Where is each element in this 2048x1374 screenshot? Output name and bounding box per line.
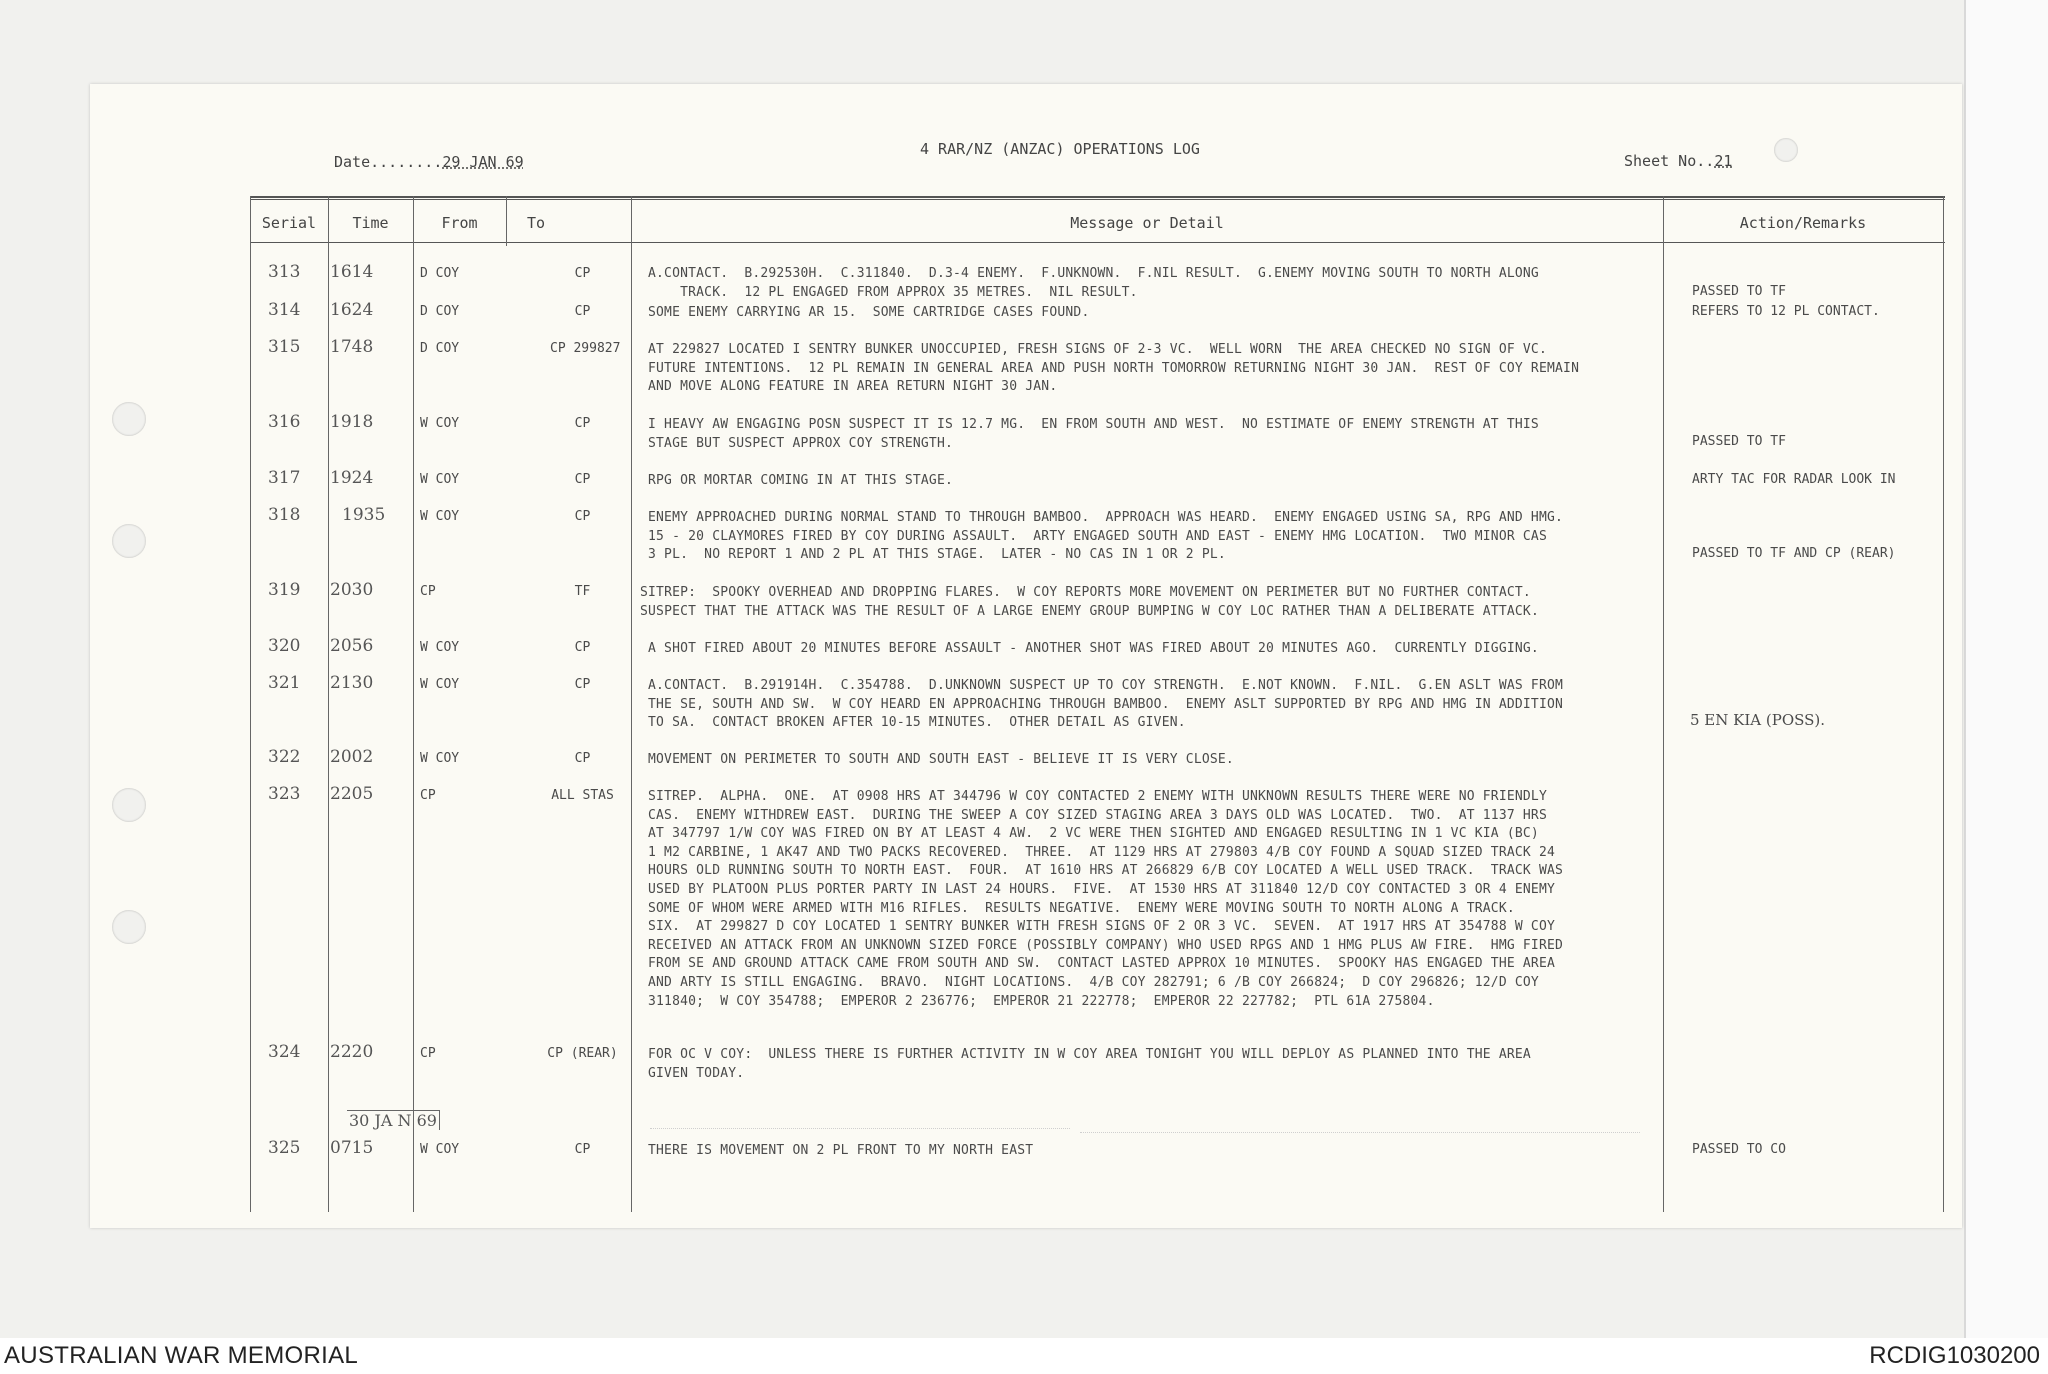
action-cell: ARTY TAC FOR RADAR LOOK IN [1692,472,1896,487]
header-rule [250,242,1945,243]
date-value: 29 JAN 69 [442,153,524,171]
sheet-value: 21 [1714,152,1733,170]
date-label: Date........ [334,153,443,171]
to-cell: CP [574,677,591,692]
col-rule [413,196,414,1212]
from-cell: W COY [420,640,460,655]
action-cell: PASSED TO CO [1692,1142,1786,1157]
from-cell: D COY [420,341,460,356]
time-cell: 1918 [330,412,374,432]
serial-cell: 322 [268,747,301,767]
to-cell: CP [574,1142,591,1157]
serial-cell: 323 [268,784,301,804]
from-cell: W COY [420,416,460,431]
from-cell: W COY [420,509,460,524]
action-cell: REFERS TO 12 PL CONTACT. [1692,304,1880,319]
punch-hole [112,788,146,822]
action-cell: PASSED TO TF AND CP (REAR) [1692,546,1896,561]
date-field [334,153,524,171]
time-cell: 1924 [330,468,374,488]
serial-cell: 317 [268,468,301,488]
message-cell: RPG OR MORTAR COMING IN AT THIS STAGE. [648,473,954,488]
log-table [250,196,1945,1212]
serial-cell: 319 [268,580,301,600]
message-cell: ENEMY APPROACHED DURING NORMAL STAND TO THROUGH BAMBOO. APPROACH WAS HEARD. ENEMY ENGAGED USING SA, RPG AND HMG. 15 - 20 CLAYMORES FIRED BY COY DURING ASSAULT. ARTY ENGAGED SOUTH AND EAST - ENEMY HMG LOCATION. TWO MINOR CAS 3 PL. NO REPORT 1 AND 2 PL AT THIS STAGE. LATER - NO CAS IN 1 OR 2 PL. [648,510,1564,562]
from-cell: D COY [420,266,460,281]
message-cell: MOVEMENT ON PERIMETER TO SOUTH AND SOUTH EAST - BELIEVE IT IS VERY CLOSE. [648,752,1234,767]
col-header-serial: Serial [261,214,317,232]
action-cell: PASSED TO TF [1692,284,1786,299]
table-top-rule-inner [250,199,1945,200]
footer-record-id: RCDIG1030200 [1869,1342,2040,1369]
message-cell: AT 229827 LOCATED I SENTRY BUNKER UNOCCUPIED, FRESH SIGNS OF 2-3 VC. WELL WORN THE AREA CHECKED NO SIGN OF VC. FUTURE INTENTIONS. 12 PL REMAIN IN GENERAL AREA AND PUSH NORTH TOMORROW RETURNING NIGHT 30 JAN. REST OF COY REMAIN AND MOVE ALONG FEATURE IN AREA RETURN NIGHT 30 JAN. [648,342,1580,394]
sheet-label: Sheet No.. [1624,152,1715,170]
action-cell: 5 EN KIA (POSS). [1690,711,1826,729]
serial-cell: 318 [268,505,301,525]
time-cell: 1624 [330,300,374,320]
message-cell: A SHOT FIRED ABOUT 20 MINUTES BEFORE ASSAULT - ANOTHER SHOT WAS FIRED ABOUT 20 MINUTES AGO. CURRENTLY DIGGING. [648,641,1539,656]
serial-cell: 315 [268,337,301,357]
col-header-message: Message or Detail [1070,214,1224,232]
from-cell: CP [420,788,436,803]
footer-institution: AUSTRALIAN WAR MEMORIAL [4,1342,359,1369]
col-rule [250,196,251,1212]
to-cell: CP 299827 [550,341,621,356]
serial-cell: 313 [268,262,301,282]
col-header-time: Time [352,214,389,232]
table-top-rule [250,196,1945,198]
time-cell: 1614 [330,262,374,282]
message-cell: SITREP. ALPHA. ONE. AT 0908 HRS AT 344796 W COY CONTACTED 2 ENEMY WITH UNKNOWN RESULTS THERE WERE NO FRIENDLY CAS. ENEMY WITHDREW EAST. DURING THE SWEEP A COY SIZED STAGING AREA 3 DAYS OLD WAS LOCATED. TWO. AT 1137 HRS AT 347797 1/W COY WAS FIRED ON BY AT LEAST 4 AW. 2 VC WERE THEN SIGHTED AND ENGAGED RESULTING IN 1 VC KIA (BC) 1 M2 CARBINE, 1 AK47 AND TWO PACKS RECOVERED. THREE. AT 1129 HRS AT 279803 4/B COY FOUND A SQUAD SIZED TRACK 24 HOURS OLD RUNNING SOUTH TO NORTH EAST. FOUR. AT 1610 HRS AT 266829 6/B COY LOCATED A WELL USED TRACK. TRACK WAS USED BY PLATOON PLUS PORTER PARTY IN LAST 24 HOURS. FIVE. AT 1530 HRS AT 311840 12/D COY CONTACTED 3 OR 4 ENEMY SOME OF WHOM WERE ARMED WITH M16 RIFLES. RESULTS NEGATIVE. ENEMY WERE MOVING SOUTH TO NORTH ALONG A TRACK. SIX. AT 299827 D COY LOCATED 1 SENTRY BUNKER WITH FRESH SIGNS OF 2 OR 3 VC. SEVEN. AT 1917 HRS AT 354788 W COY RECEIVED AN ATTACK FROM AN UNKNOWN SIZED FORCE (POSSIBLY COMPANY) WHO USED RPGS AND 1 HMG PLUS AW FIRE. HMG FIRED FROM SE AND GROUND ATTACK CAME FROM SOUTH AND SW. CONTACT LASTED APPROX 10 MINUTES. SPOOKY HAS ENGAGED THE AREA AND ARTY IS STILL ENGAGING. BRAVO. NIGHT LOCATIONS. 4/B COY 282791; 6 /B COY 266824; D COY 296826; 12/D COY 311840; W COY 354788; EMPEROR 2 236776; EMPEROR 21 222778; EMPEROR 22 227782; PTL 61A 275804. [648,789,1564,1009]
message-cell: A.CONTACT. B.291914H. C.354788. D.UNKNOWN SUSPECT UP TO COY STRENGTH. E.NOT KNOWN. F.NIL. G.EN ASLT WAS FROM THE SE, SOUTH AND SW. W COY HEARD EN APPROACHING THROUGH BAMBOO. ENEMY ASLT SUPPORTED BY RPG AND HMG IN ADDITION TO SA. CONTACT BROKEN AFTER 10-15 MINUTES. OTHER DETAIL AS GIVEN. [648,678,1564,730]
message-cell: SOME ENEMY CARRYING AR 15. SOME CARTRIDGE CASES FOUND. [648,305,1090,320]
from-cell: W COY [420,472,460,487]
serial-cell: 316 [268,412,301,432]
time-cell: 2220 [330,1042,374,1062]
serial-cell: 321 [268,673,301,693]
to-cell: CP [574,266,591,281]
punch-hole [112,910,146,944]
col-rule [1663,196,1664,1212]
punch-hole [112,402,146,436]
punch-hole [1774,138,1798,162]
from-cell: W COY [420,677,460,692]
to-cell: CP [574,751,591,766]
punch-hole [112,524,146,558]
to-cell: ALL STAS [551,788,614,803]
to-cell: CP [574,509,591,524]
dotted-rule [1080,1132,1640,1133]
message-cell: SITREP: SPOOKY OVERHEAD AND DROPPING FLARES. W COY REPORTS MORE MOVEMENT ON PERIMETER BUT NO FURTHER CONTACT. SUSPECT THAT THE ATTACK WAS THE RESULT OF A LARGE ENEMY GROUP BUMPING W COY LOC RATHER THAN A DELIBERATE ATTACK. [640,585,1539,619]
time-cell: 2205 [330,784,374,804]
to-cell: CP [574,472,591,487]
to-cell: CP [574,304,591,319]
to-cell: CP [574,416,591,431]
col-rule [328,196,329,1212]
log-sheet [90,84,1962,1228]
message-cell: A.CONTACT. B.292530H. C.311840. D.3-4 ENEMY. F.UNKNOWN. F.NIL RESULT. G.ENEMY MOVING SOUTH TO NORTH ALONG TRACK. 12 PL ENGAGED FROM APPROX 35 METRES. NIL RESULT. [648,266,1539,300]
sheet-field [1624,152,1732,170]
time-cell: 1935 [342,505,386,525]
time-cell: 2002 [330,747,374,767]
time-cell: 1748 [330,337,374,357]
serial-cell: 320 [268,636,301,656]
archive-footer [0,1338,2048,1374]
to-cell: CP [574,640,591,655]
time-cell: 0715 [330,1138,374,1158]
serial-cell: 324 [268,1042,301,1062]
time-cell: 2130 [330,673,374,693]
from-cell: CP [420,584,436,599]
from-cell: W COY [420,1142,460,1157]
date-change-cell: 30 JA N 69 [347,1110,440,1130]
message-cell: THERE IS MOVEMENT ON 2 PL FRONT TO MY NORTH EAST [648,1143,1034,1158]
col-header-from: From [441,214,478,232]
col-header-action: Action/Remarks [1739,214,1867,232]
col-rule [1943,196,1944,1212]
from-cell: W COY [420,751,460,766]
from-cell: CP [420,1046,436,1061]
to-cell: CP (REAR) [547,1046,618,1061]
from-cell: D COY [420,304,460,319]
col-header-to: To [526,214,546,232]
time-cell: 2030 [330,580,374,600]
action-cell: PASSED TO TF [1692,434,1786,449]
message-cell: I HEAVY AW ENGAGING POSN SUSPECT IT IS 12.7 MG. EN FROM SOUTH AND WEST. NO ESTIMATE OF ENEMY STRENGTH AT THIS STAGE BUT SUSPECT APPROX COY STRENGTH. [648,417,1539,451]
message-cell: FOR OC V COY: UNLESS THERE IS FURTHER ACTIVITY IN W COY AREA TONIGHT YOU WILL DEPLOY AS PLANNED INTO THE AREA GIVEN TODAY. [648,1047,1531,1081]
to-cell: TF [574,584,591,599]
serial-cell: 314 [268,300,301,320]
scan-background-edge [1964,0,2048,1340]
serial-cell: 325 [268,1138,301,1158]
time-cell: 2056 [330,636,374,656]
dotted-rule [650,1128,1070,1129]
page-title: 4 RAR/NZ (ANZAC) OPERATIONS LOG [920,140,1200,158]
